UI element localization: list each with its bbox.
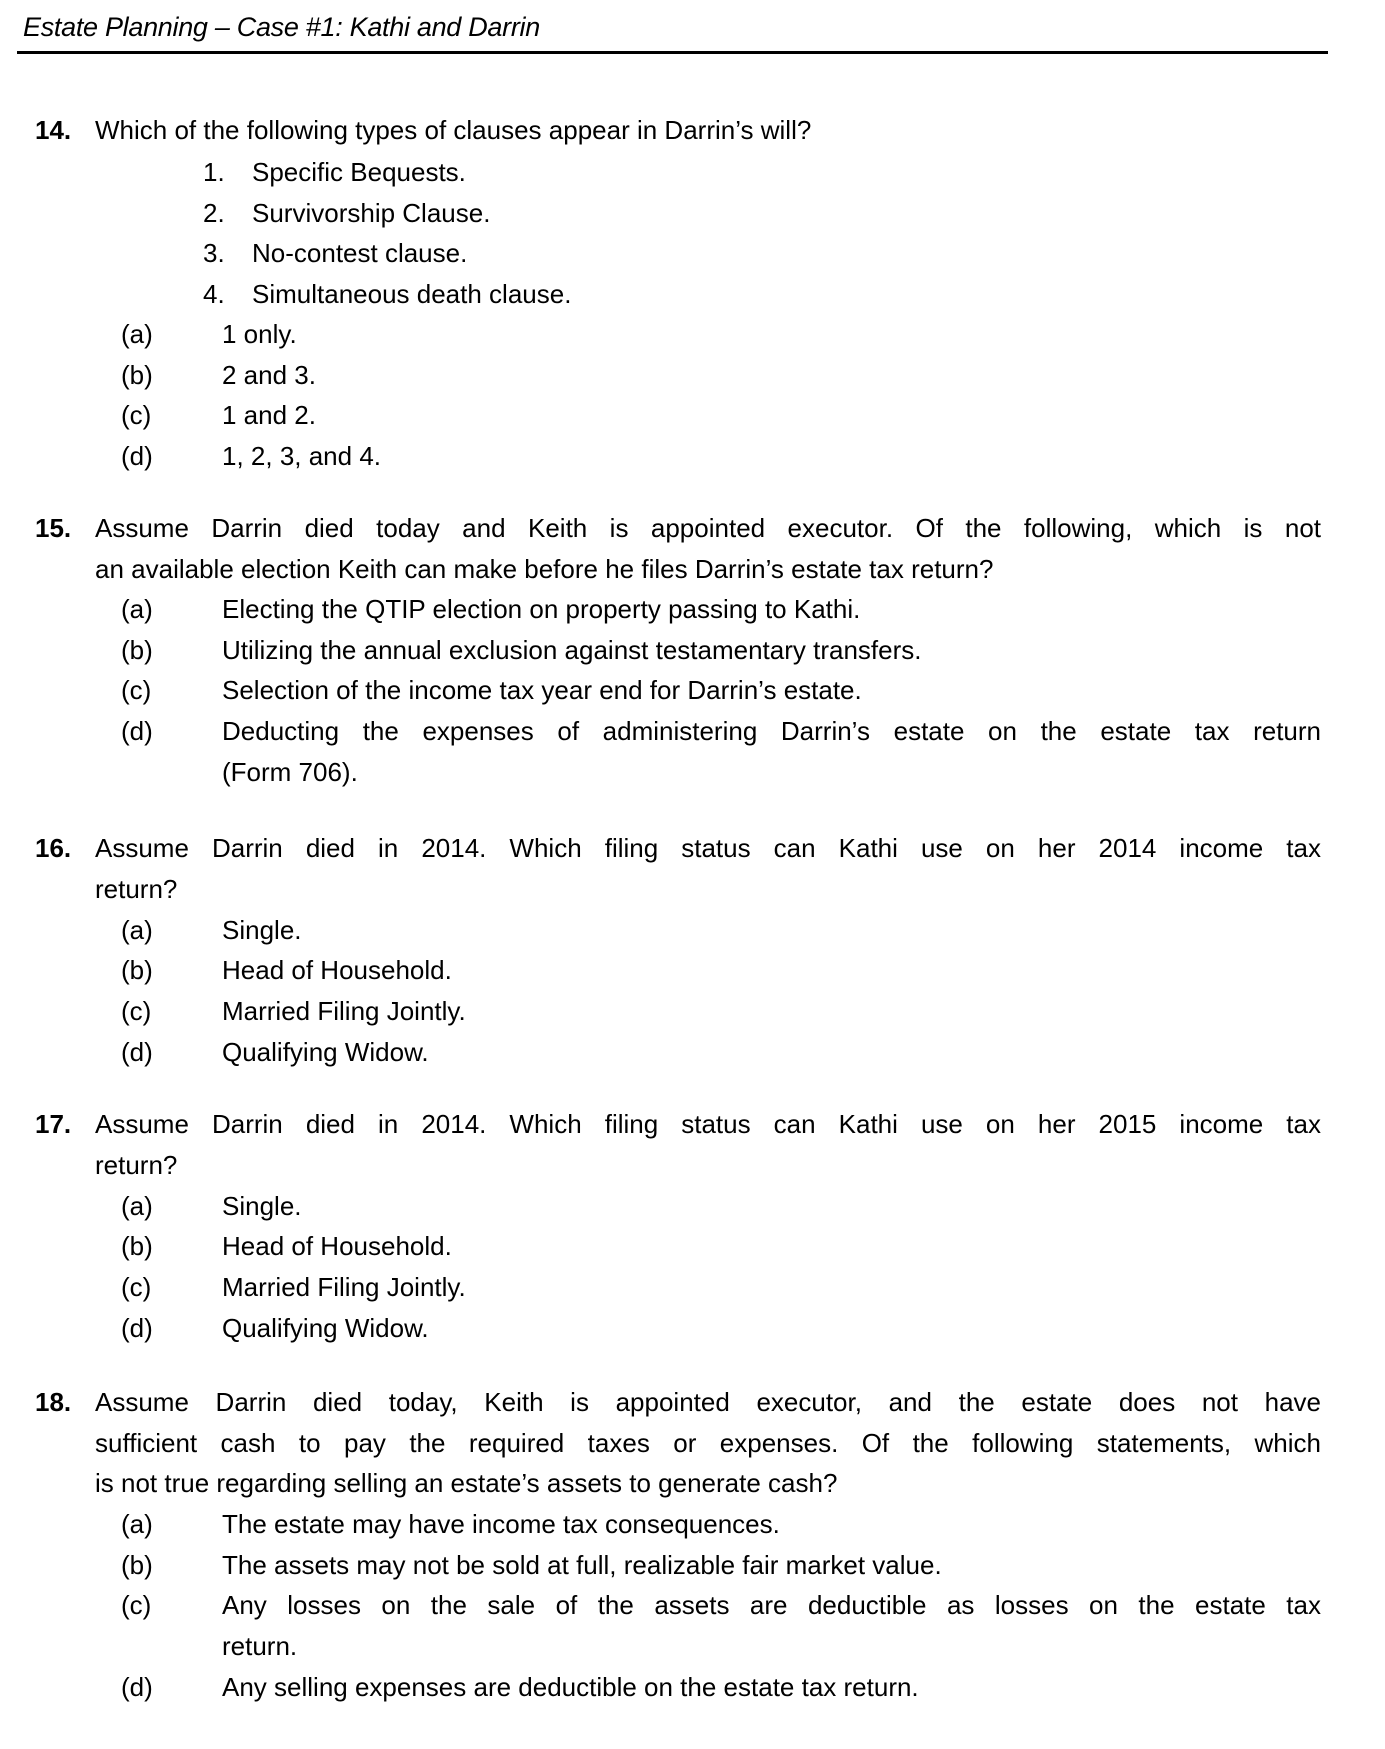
- question-stem-line-2: an available election Keith can make before he files Darrin’s estate tax return?: [95, 554, 994, 584]
- option-c-text: Married Filing Jointly.: [222, 1272, 466, 1302]
- question-stem-line-3: is not true regarding selling an estate’s assets to generate cash?: [95, 1468, 838, 1498]
- header-divider: [17, 51, 1328, 54]
- option-c-text: Married Filing Jointly.: [222, 996, 466, 1026]
- option-a-letter: (a): [121, 915, 153, 945]
- sub-item-number: 2.: [203, 198, 225, 228]
- option-d-text: Qualifying Widow.: [222, 1037, 429, 1067]
- option-a-text: Single.: [222, 915, 302, 945]
- option-c-letter: (c): [121, 1590, 152, 1620]
- question-stem: Which of the following types of clauses appear in Darrin’s will?: [95, 115, 812, 145]
- option-c-letter: (c): [121, 400, 152, 430]
- option-d-letter: (d): [121, 1672, 153, 1702]
- sub-item-number: 1.: [203, 157, 225, 187]
- option-b-letter: (b): [121, 635, 153, 665]
- sub-item-text: Survivorship Clause.: [252, 198, 491, 228]
- option-b-letter: (b): [121, 360, 153, 390]
- option-a-text: Electing the QTIP election on property passing to Kathi.: [222, 594, 861, 624]
- question-stem-line-1: Assume Darrin died today, Keith is appointed executor, and the estate does not have: [95, 1387, 1321, 1417]
- option-b-letter: (b): [121, 1550, 153, 1580]
- page-header-title: Estate Planning – Case #1: Kathi and Darrin: [23, 12, 540, 42]
- option-a-letter: (a): [121, 1191, 153, 1221]
- option-d-text: 1, 2, 3, and 4.: [222, 441, 382, 471]
- question-number: 15.: [35, 513, 72, 543]
- option-c-letter: (c): [121, 1272, 152, 1302]
- option-b-text: 2 and 3.: [222, 360, 316, 390]
- option-c-text: Selection of the income tax year end for Darrin’s estate.: [222, 675, 862, 705]
- sub-item-number: 3.: [203, 238, 225, 268]
- option-c-text: 1 and 2.: [222, 400, 316, 430]
- sub-item-text: Specific Bequests.: [252, 157, 466, 187]
- option-a-text: The estate may have income tax consequences.: [222, 1509, 780, 1539]
- sub-item-text: Simultaneous death clause.: [252, 279, 572, 309]
- option-d-letter: (d): [121, 1313, 153, 1343]
- option-b-letter: (b): [121, 955, 153, 985]
- option-d-letter: (d): [121, 716, 153, 746]
- question-number: 18.: [35, 1387, 72, 1417]
- option-a-letter: (a): [121, 319, 153, 349]
- option-d-text: Qualifying Widow.: [222, 1313, 429, 1343]
- option-a-letter: (a): [121, 594, 153, 624]
- option-b-text: The assets may not be sold at full, realizable fair market value.: [222, 1550, 942, 1580]
- option-c-letter: (c): [121, 675, 152, 705]
- option-d-text-line-1: Deducting the expenses of administering Darrin’s estate on the estate tax return: [222, 716, 1321, 746]
- question-number: 16.: [35, 833, 72, 863]
- option-b-text: Head of Household.: [222, 1231, 452, 1261]
- option-d-letter: (d): [121, 441, 153, 471]
- sub-item-text: No-contest clause.: [252, 238, 468, 268]
- sub-item-number: 4.: [203, 279, 225, 309]
- question-stem-line-2: return?: [95, 1150, 178, 1180]
- question-number: 14.: [35, 115, 72, 145]
- question-stem-line-1: Assume Darrin died today and Keith is appointed executor. Of the following, which is not: [95, 513, 1321, 543]
- question-stem-line-2: sufficient cash to pay the required taxes or expenses. Of the following statements, which: [95, 1428, 1321, 1458]
- question-stem-line-2: return?: [95, 874, 178, 904]
- option-b-text: Utilizing the annual exclusion against testamentary transfers.: [222, 635, 922, 665]
- option-a-text: 1 only.: [222, 319, 297, 349]
- option-d-letter: (d): [121, 1037, 153, 1067]
- question-stem-line-1: Assume Darrin died in 2014. Which filing status can Kathi use on her 2014 income tax: [95, 833, 1321, 863]
- option-b-text: Head of Household.: [222, 955, 452, 985]
- option-d-text-line-2: (Form 706).: [222, 757, 358, 787]
- option-a-letter: (a): [121, 1509, 153, 1539]
- option-c-letter: (c): [121, 996, 152, 1026]
- option-b-letter: (b): [121, 1231, 153, 1261]
- option-c-text-line-2: return.: [222, 1631, 298, 1661]
- option-d-text: Any selling expenses are deductible on the estate tax return.: [222, 1672, 919, 1702]
- question-stem-line-1: Assume Darrin died in 2014. Which filing status can Kathi use on her 2015 income tax: [95, 1109, 1321, 1139]
- option-c-text-line-1: Any losses on the sale of the assets are deductible as losses on the estate tax: [222, 1590, 1321, 1620]
- option-a-text: Single.: [222, 1191, 302, 1221]
- question-number: 17.: [35, 1109, 72, 1139]
